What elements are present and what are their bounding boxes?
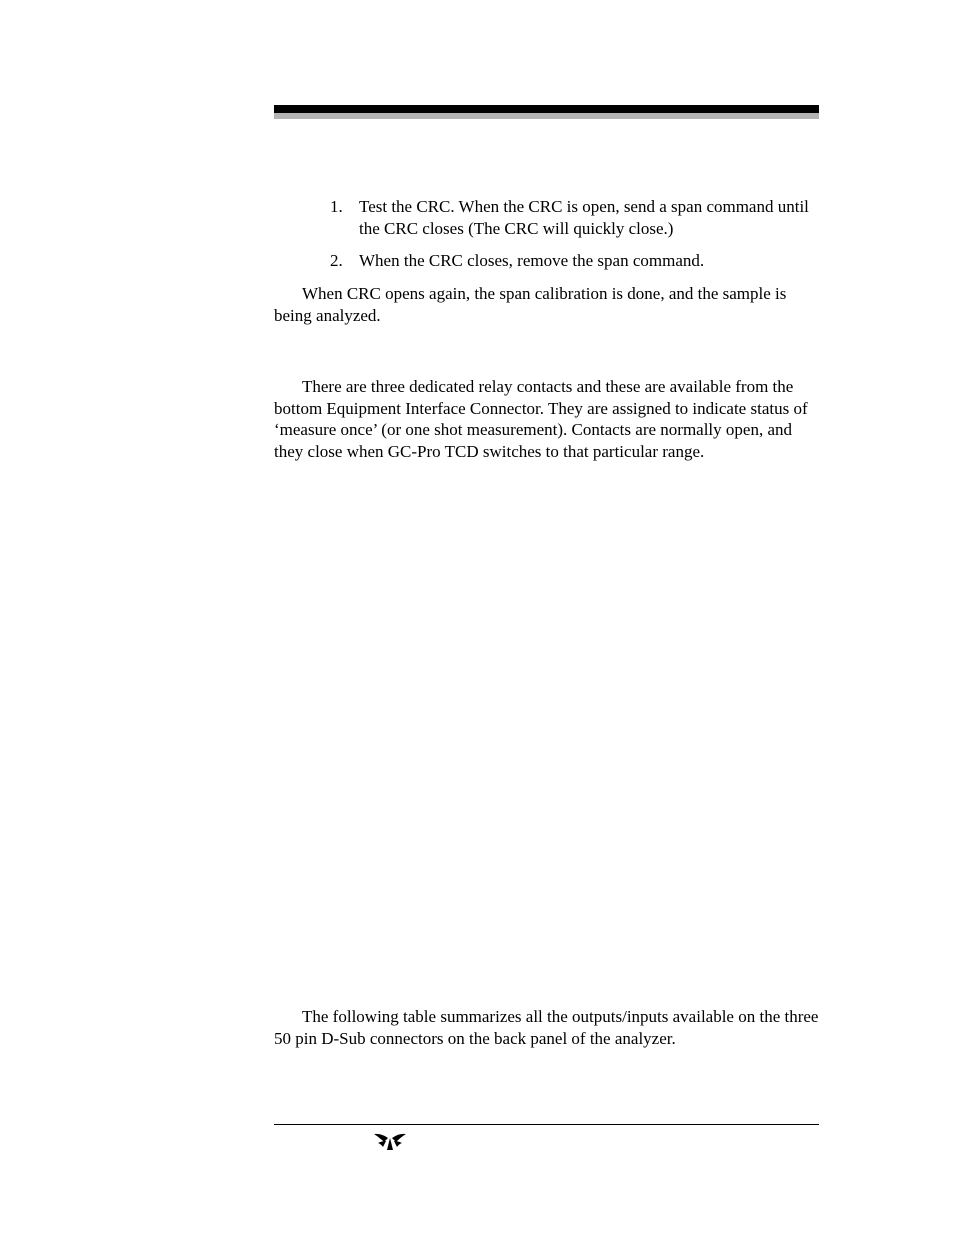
- list-item: [274, 250, 819, 272]
- table-intro-paragraph: The following table summarizes all the outputs/inputs available on the three 50 pin D-Sub connectors on the back panel of the analyzer.: [274, 1007, 819, 1048]
- teledyne-logo-icon: [372, 1131, 408, 1151]
- list-item-number: 2.: [330, 251, 343, 270]
- relay-contacts-paragraph: There are three dedicated relay contacts and these are available from the bottom Equipment Interface Connector. They are assigned to indicate status of ‘measure once’ (or one shot measurement). Contacts are normally open, and they close when GC-Pro TCD switches to that particular range.: [274, 377, 808, 461]
- steps-list: [274, 196, 819, 282]
- list-item-number: 1.: [330, 197, 343, 216]
- list-item-text: Test the CRC. When the CRC is open, send a span command until the CRC closes (The CRC will quickly close.): [359, 197, 809, 238]
- footer-rule: [274, 1124, 819, 1125]
- list-item: [274, 196, 819, 240]
- header-rule-light: [274, 113, 819, 119]
- list-item-text: When the CRC closes, remove the span command.: [359, 251, 705, 270]
- span-calibration-paragraph: When CRC opens again, the span calibration is done, and the sample is being analyzed.: [274, 284, 787, 325]
- header-rule-dark: [274, 105, 819, 113]
